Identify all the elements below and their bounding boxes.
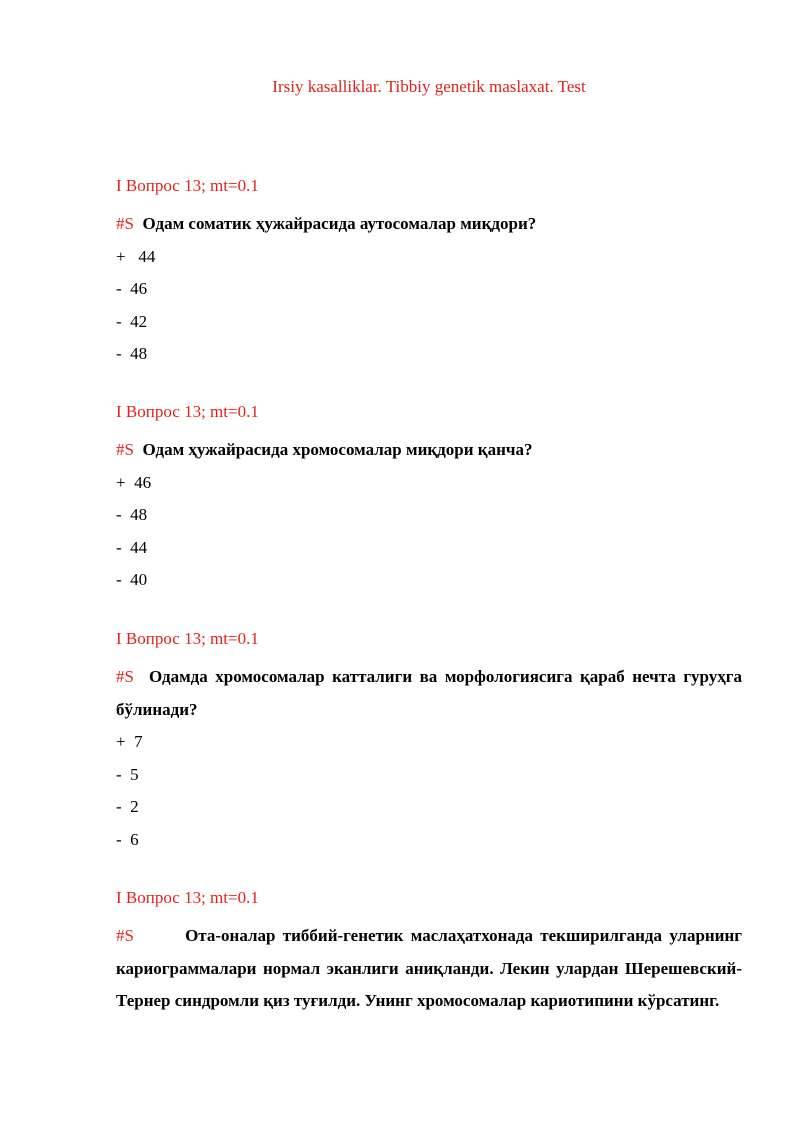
answer-option: + 46 (116, 472, 152, 492)
answer-option: - 40 (116, 570, 148, 589)
question-header: I Вопрос 13; mt=0.1 (116, 629, 259, 648)
answer-option: - 6 (116, 829, 139, 849)
question-tag: #S (116, 440, 134, 459)
question-text (116, 434, 742, 467)
question-body: Одам соматик ҳужайрасида аутосомалар миқдори? (142, 214, 537, 233)
question-body: Ота-оналар тиббий-генетик маслаҳатхонада текширилганда уларнинг кариограммалари нормал эканлиги аниқланди. Лекин улардан Шерешевский-Тернер синдромли қиз туғилди. Унинг хромосомалар кариотипини кўрсатинг. (116, 926, 742, 1010)
answer-option: - 48 (116, 505, 148, 524)
document-title: Irsiy kasalliklar. Tibbiy genetik maslaxat. Test (272, 77, 586, 96)
question-block (116, 629, 742, 856)
question-tag: #S (116, 667, 134, 686)
answer-option: - 46 (116, 279, 148, 298)
question-block (116, 888, 742, 1018)
answer-option: - 44 (116, 537, 148, 557)
answer-option: - 2 (116, 797, 139, 816)
question-text (116, 208, 742, 241)
question-tag: #S (116, 214, 134, 233)
answer-option: - 5 (116, 764, 139, 784)
answer-option: + 7 (116, 732, 143, 751)
question-header: I Вопрос 13; mt=0.1 (116, 888, 259, 907)
question-body: Одам ҳужайрасида хромосомалар миқдори қанча? (142, 440, 533, 459)
question-text (116, 920, 742, 1018)
question-header: I Вопрос 13; mt=0.1 (116, 176, 259, 195)
answer-option: + 44 (116, 246, 156, 266)
question-tag: #S (116, 926, 134, 945)
question-body: Одамда хромосомалар катталиги ва морфологиясига қараб нечта гуруҳга бўлинади? (116, 667, 742, 719)
answer-option: - 48 (116, 344, 148, 363)
question-block (116, 176, 742, 371)
answer-option: - 42 (116, 311, 148, 331)
question-block (116, 402, 742, 597)
question-header: I Вопрос 13; mt=0.1 (116, 402, 259, 421)
question-text (116, 661, 742, 726)
